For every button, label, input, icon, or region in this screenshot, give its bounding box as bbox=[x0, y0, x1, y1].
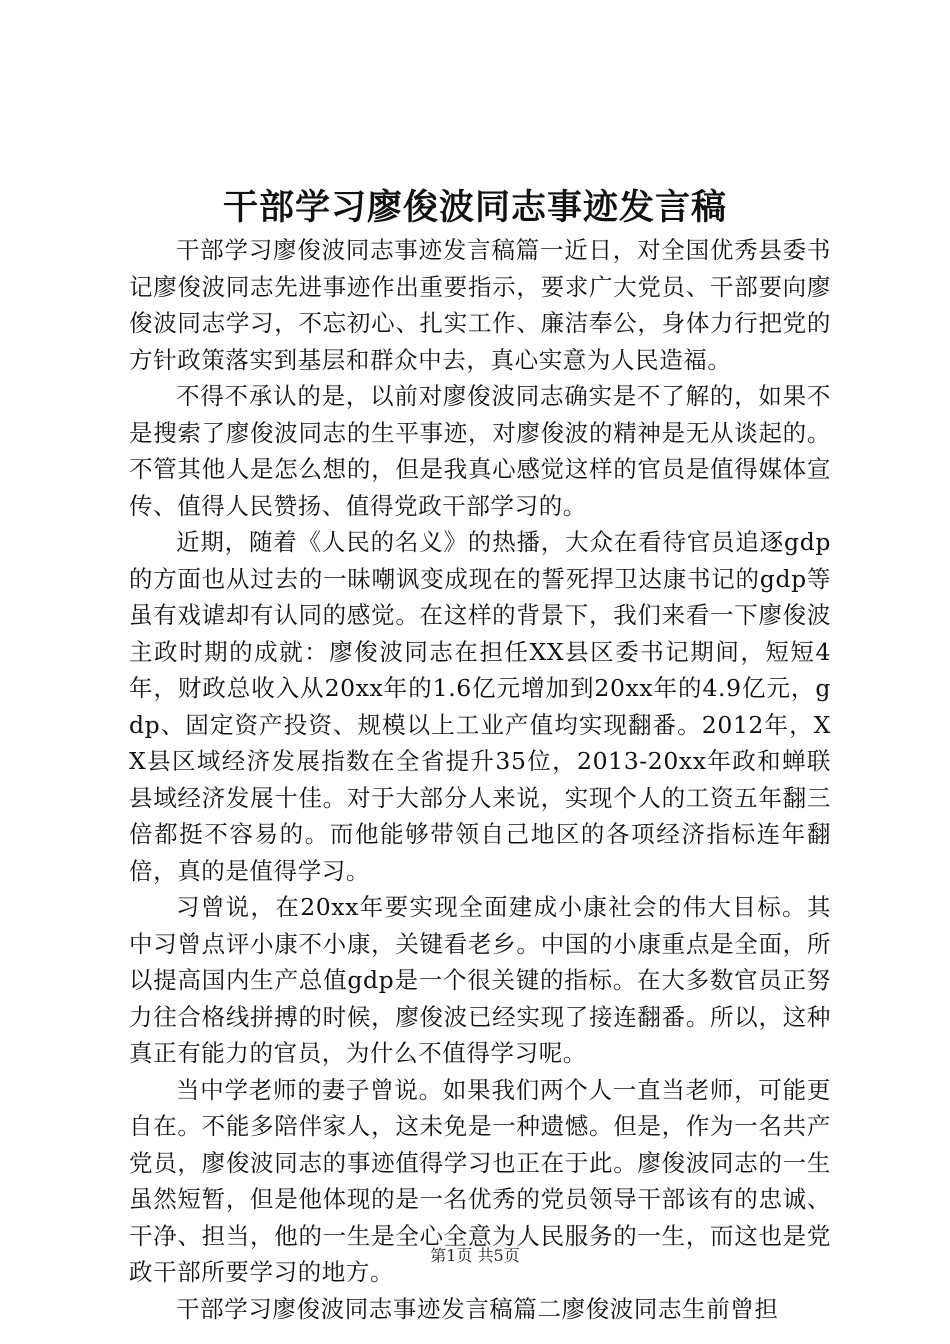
document-body bbox=[129, 232, 831, 1327]
paragraph: 不得不承认的是，以前对廖俊波同志确实是不了解的，如果不是搜索了廖俊波同志的生平事迹，对廖俊波的精神是无从谈起的。不管其他人是怎么想的，但是我真心感觉这样的官员是值得媒体宣传、值得人民赞扬、值得党政干部学习的。 bbox=[129, 382, 831, 520]
page-number: 第1页 共5页 bbox=[430, 1246, 520, 1265]
paragraph: 近期，随着《人民的名义》的热播，大众在看待官员追逐gdp的方面也从过去的一昧嘲讽变成现在的誓死捍卫达康书记的gdp等虽有戏谑却有认同的感觉。在这样的背景下，我们来看一下廖俊波主政时期的成就：廖俊波同志在担任XX县区委书记期间，短短4年，财政总收入从20xx年的1.6亿元增加到20xx年的4.9亿元，gdp、固定资产投资、规模以上工业产值均实现翻番。2012年，XX县区域经济发展指数在全省提升35位，2013-20xx年政和蝉联县域经济发展十佳。对于大部分人来说，实现个人的工资五年翻三倍都挺不容易的。而他能够带领自己地区的各项经济指标连年翻倍，真的是值得学习。 bbox=[129, 528, 831, 885]
paragraph: 干部学习廖俊波同志事迹发言稿篇二廖俊波同志生前曾担 bbox=[176, 1294, 779, 1323]
paragraph: 当中学老师的妻子曾说。如果我们两个人一直当老师，可能更自在。不能多陪伴家人，这未免是一种遗憾。但是，作为一名共产党员，廖俊波同志的事迹值得学习也正在于此。廖俊波同志的一生虽然短暂，但是他体现的是一名优秀的党员领导干部该有的忠诚、干净、担当，他的一生是全心全意为人民服务的一生，而这也是党政干部所要学习的地方。 bbox=[129, 1075, 831, 1286]
document-title: 干部学习廖俊波同志事迹发言稿 bbox=[222, 187, 727, 228]
paragraph: 干部学习廖俊波同志事迹发言稿篇一近日，对全国优秀县委书记廖俊波同志先进事迹作出重要指示，要求广大党员、干部要向廖俊波同志学习，不忘初心、扎实工作、廉洁奉公，身体力行把党的方针政策落实到基层和群众中去，真心实意为人民造福。 bbox=[129, 236, 831, 374]
paragraph: 习曾说，在20xx年要实现全面建成小康社会的伟大目标。其中习曾点评小康不小康，关键看老乡。中国的小康重点是全面，所以提高国内生产总值gdp是一个很关键的指标。在大多数官员正努力往合格线拼搏的时候，廖俊波已经实现了接连翻番。所以，这种真正有能力的官员，为什么不值得学习呢。 bbox=[129, 893, 831, 1067]
